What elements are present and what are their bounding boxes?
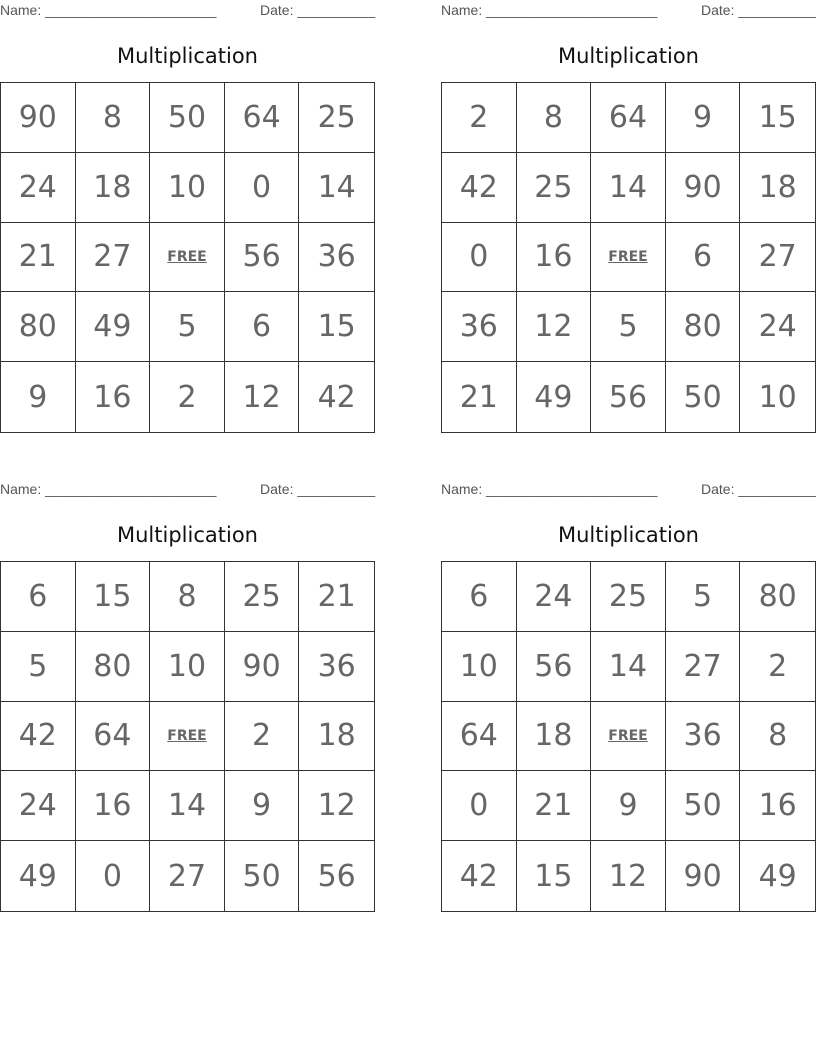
bingo-cell: 64: [442, 702, 517, 772]
bingo-cell: 36: [299, 223, 374, 293]
bingo-cell: 5: [1, 632, 76, 702]
bingo-card-4: [441, 479, 816, 911]
bingo-cell: 64: [591, 83, 666, 153]
bingo-cell: 18: [76, 153, 151, 223]
bingo-cell: 56: [225, 223, 300, 293]
free-space-cell: FREE: [591, 223, 666, 293]
bingo-cell: 50: [666, 362, 741, 432]
bingo-cell: 0: [442, 771, 517, 841]
card-header: [0, 0, 375, 20]
name-field-label: Name: ______________________: [0, 2, 217, 18]
bingo-cell: 27: [666, 632, 741, 702]
bingo-cell: 15: [76, 562, 151, 632]
bingo-grid: [0, 561, 375, 912]
card-header: [441, 0, 816, 20]
name-field-label: Name: ______________________: [441, 481, 658, 497]
bingo-cell: 90: [225, 632, 300, 702]
bingo-cell: 14: [299, 153, 374, 223]
bingo-cell: 5: [150, 292, 225, 362]
date-field-label: Date: __________: [701, 481, 816, 497]
free-space-cell: FREE: [150, 702, 225, 772]
bingo-cell: 42: [1, 702, 76, 772]
bingo-card-3: [0, 479, 375, 911]
bingo-cell: 36: [299, 632, 374, 702]
bingo-cell: 6: [1, 562, 76, 632]
name-field-label: Name: ______________________: [441, 2, 658, 18]
free-space-cell: FREE: [591, 702, 666, 772]
bingo-cell: 12: [591, 841, 666, 911]
bingo-cell: 49: [517, 362, 592, 432]
bingo-cell: 6: [442, 562, 517, 632]
bingo-cell: 10: [758, 379, 797, 415]
bingo-cell: 6: [666, 223, 741, 293]
date-field-label: Date: __________: [260, 2, 376, 18]
bingo-cell: 50: [150, 83, 225, 153]
bingo-card-1: [0, 0, 375, 432]
bingo-cell: 8: [740, 702, 815, 772]
bingo-cell: 6: [225, 292, 300, 362]
bingo-cell: 21: [299, 562, 374, 632]
bingo-cell: 50: [225, 841, 300, 911]
bingo-cell: 2: [740, 632, 815, 702]
bingo-cell: 16: [76, 362, 151, 432]
bingo-cell: 49: [76, 292, 151, 362]
bingo-cell: 21: [517, 771, 592, 841]
bingo-cell: 12: [299, 771, 374, 841]
bingo-cell: 8: [517, 83, 592, 153]
bingo-cell: 8: [150, 562, 225, 632]
date-field-label: Date: __________: [701, 2, 816, 18]
bingo-cell: 14: [591, 153, 666, 223]
bingo-cell: 10: [150, 632, 225, 702]
bingo-cell: 2: [225, 702, 300, 772]
bingo-cell: 15: [740, 83, 815, 153]
bingo-cell: 9: [225, 771, 300, 841]
bingo-cell: 64: [225, 83, 300, 153]
bingo-cell: 5: [591, 292, 666, 362]
card-header: [441, 479, 816, 499]
bingo-cell: 12: [517, 292, 592, 362]
bingo-grid: [441, 561, 816, 912]
bingo-cell: 90: [1, 83, 76, 153]
bingo-cell: 80: [740, 562, 815, 632]
bingo-cell: 0: [76, 841, 151, 911]
date-field-label: Date: __________: [260, 481, 376, 497]
bingo-cell: 90: [666, 153, 741, 223]
bingo-cell: 24: [740, 292, 815, 362]
card-title: Multiplication: [558, 44, 699, 68]
bingo-cell: 0: [225, 153, 300, 223]
bingo-cell: 56: [591, 362, 666, 432]
bingo-cell: 80: [666, 292, 741, 362]
bingo-cell: 56: [317, 858, 356, 894]
bingo-cell: 14: [591, 632, 666, 702]
card-title: Multiplication: [117, 44, 258, 68]
bingo-cell: 24: [1, 771, 76, 841]
bingo-cell: 80: [1, 292, 76, 362]
bingo-cell: 8: [76, 83, 151, 153]
bingo-cell: 16: [740, 771, 815, 841]
bingo-cell: 14: [150, 771, 225, 841]
bingo-cell: 16: [76, 771, 151, 841]
bingo-cell: 2: [442, 83, 517, 153]
bingo-cell: 49: [1, 841, 76, 911]
bingo-cell: 27: [740, 223, 815, 293]
bingo-cell: 18: [517, 702, 592, 772]
bingo-cell: 10: [150, 153, 225, 223]
bingo-cell: 10: [442, 632, 517, 702]
bingo-cell: 42: [317, 379, 356, 415]
bingo-cell: 50: [666, 771, 741, 841]
bingo-cell: 21: [442, 362, 517, 432]
bingo-cell: 5: [666, 562, 741, 632]
bingo-cell: 24: [517, 562, 592, 632]
bingo-cell: 25: [225, 562, 300, 632]
bingo-cell: 64: [76, 702, 151, 772]
bingo-grid: [441, 82, 816, 433]
bingo-cell: 9: [666, 83, 741, 153]
bingo-cell: 27: [150, 841, 225, 911]
bingo-cell: 36: [666, 702, 741, 772]
bingo-cell: 21: [1, 223, 76, 293]
bingo-cell: 49: [758, 858, 797, 894]
bingo-cell: 2: [150, 362, 225, 432]
bingo-cell: 90: [666, 841, 741, 911]
bingo-cell: 16: [517, 223, 592, 293]
bingo-cell: 18: [740, 153, 815, 223]
bingo-cell: 42: [442, 841, 517, 911]
bingo-cell: 24: [1, 153, 76, 223]
bingo-cell: 42: [442, 153, 517, 223]
card-header: [0, 479, 375, 499]
name-field-label: Name: ______________________: [0, 481, 217, 497]
card-title: Multiplication: [117, 523, 258, 547]
bingo-cell: 15: [517, 841, 592, 911]
bingo-cell: 25: [591, 562, 666, 632]
bingo-cell: 12: [225, 362, 300, 432]
bingo-cell: 15: [299, 292, 374, 362]
bingo-cell: 25: [517, 153, 592, 223]
card-title: Multiplication: [558, 523, 699, 547]
bingo-cell: 80: [76, 632, 151, 702]
bingo-cell: 0: [442, 223, 517, 293]
bingo-cell: 36: [442, 292, 517, 362]
bingo-cell: 25: [299, 83, 374, 153]
bingo-cell: 9: [591, 771, 666, 841]
bingo-cell: 9: [1, 362, 76, 432]
bingo-card-2: [441, 0, 816, 432]
bingo-cell: 27: [76, 223, 151, 293]
bingo-grid: [0, 82, 375, 433]
bingo-cell: 18: [299, 702, 374, 772]
free-space-cell: FREE: [150, 223, 225, 293]
bingo-cell: 56: [517, 632, 592, 702]
